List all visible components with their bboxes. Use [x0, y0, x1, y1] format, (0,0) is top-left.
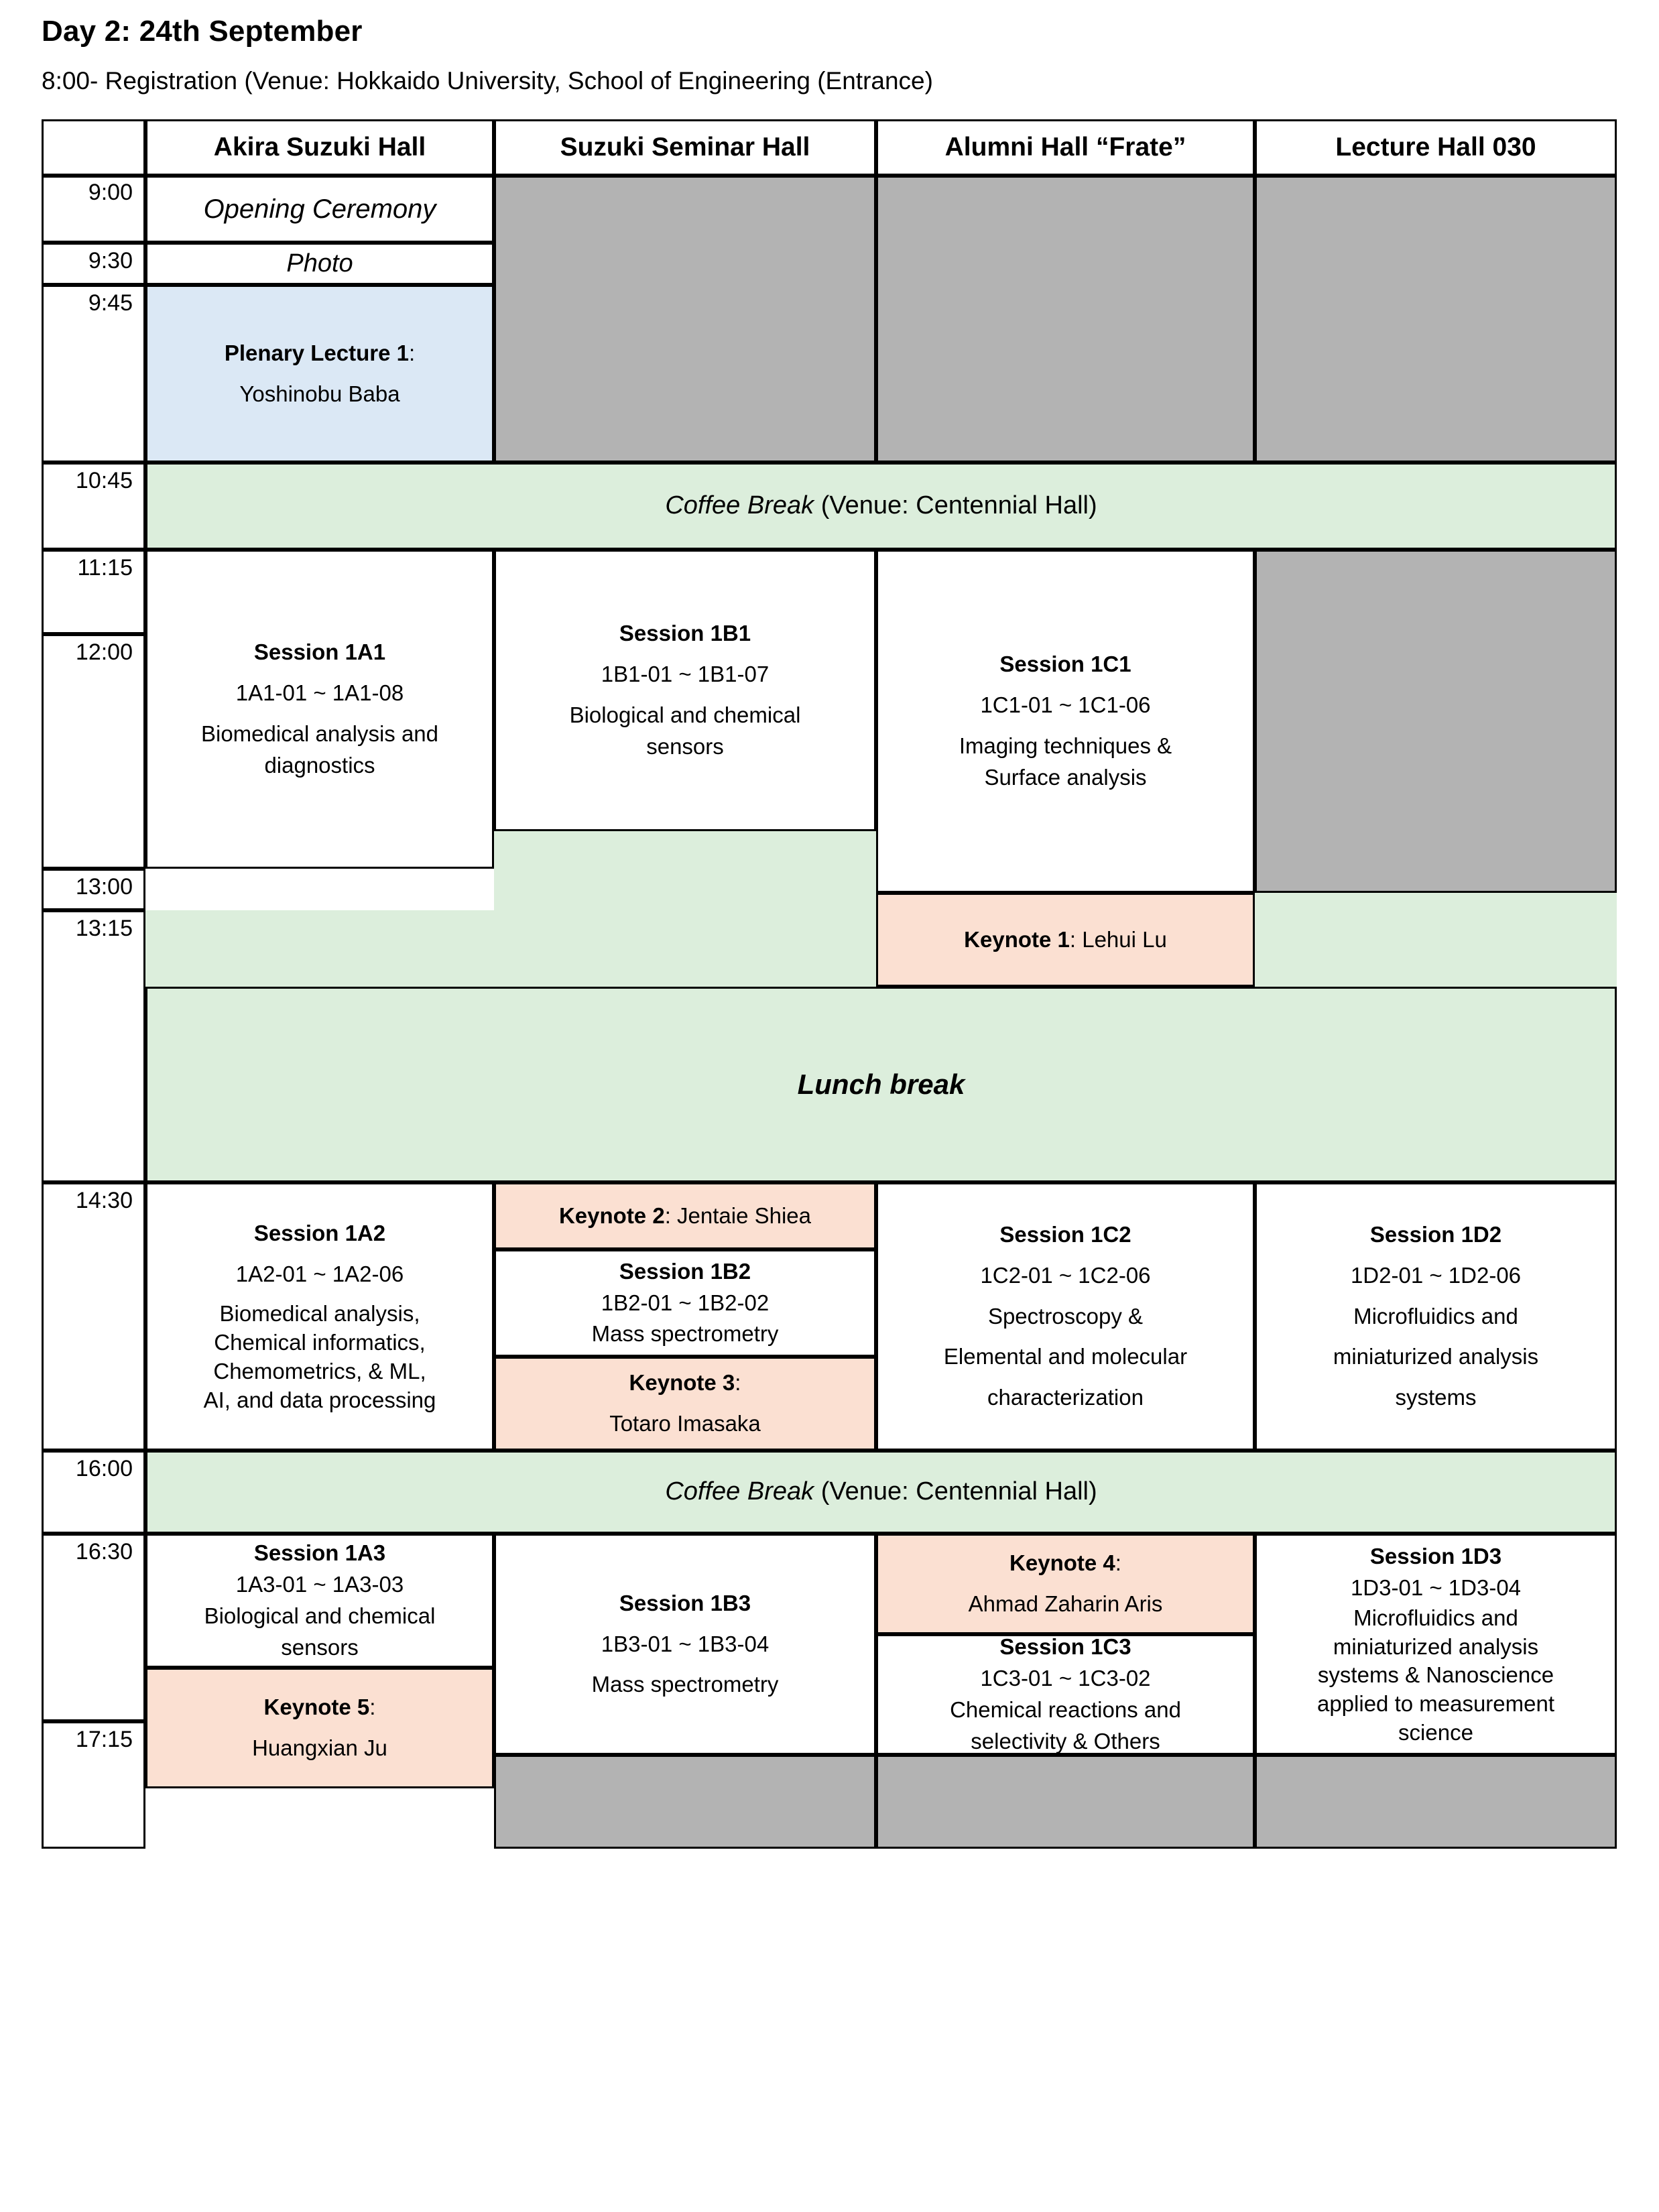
session-topic: Chemical informatics, [214, 1329, 426, 1355]
session-codes: 1C2-01 ~ 1C2-06 [980, 1262, 1151, 1288]
empty-block-alumni-morning [876, 176, 1255, 463]
plenary-title-line [153, 338, 487, 369]
session-topic: sensors [281, 1634, 359, 1660]
keynote-label: Keynote 4 [1009, 1550, 1115, 1576]
column-header-label: Akira Suzuki Hall [213, 133, 426, 162]
event-coffee-break-1 [145, 463, 1617, 550]
session-topic: Chemical reactions and [950, 1697, 1181, 1722]
session-topic: characterization [987, 1385, 1144, 1410]
session-topic: Imaging techniques & [959, 733, 1172, 758]
coffee-break-line [153, 488, 1609, 524]
event-session-1d2 [1255, 1182, 1617, 1451]
time-label-1600: 16:00 [75, 1456, 133, 1481]
lunch-strip-suzuki [494, 831, 876, 987]
session-topic: Mass spectrometry [591, 1672, 779, 1697]
event-session-1a2 [145, 1182, 494, 1451]
time-label-0900: 9:00 [88, 180, 133, 205]
coffee-break-label: Coffee Break [665, 1477, 814, 1506]
session-codes: 1B2-01 ~ 1B2-02 [601, 1290, 770, 1315]
keynote-line [501, 1367, 869, 1399]
session-topic: miniaturized analysis [1333, 1344, 1539, 1369]
registration-note: 8:00- Registration (Venue: Hokkaido University, School of Engineering (Entrance) [42, 67, 933, 95]
session-title: Session 1D3 [1369, 1543, 1502, 1569]
event-keynote-5 [145, 1668, 494, 1788]
event-lunch-break [145, 987, 1617, 1182]
event-label: Photo [286, 249, 353, 278]
session-topic: Mass spectrometry [591, 1321, 779, 1347]
time-label-1200: 12:00 [75, 639, 133, 665]
session-topic: Biological and chemical [204, 1603, 436, 1628]
keynote-speaker: : Lehui Lu [1069, 926, 1167, 952]
keynote-speaker: : Jentaie Shiea [664, 1203, 812, 1228]
coffee-break-venue: (Venue: Centennial Hall) [814, 491, 1097, 520]
session-topic: Elemental and molecular [943, 1344, 1188, 1369]
event-keynote-2 [494, 1182, 876, 1249]
session-codes: 1A1-01 ~ 1A1-08 [235, 680, 404, 706]
session-topic: science [1398, 1720, 1473, 1745]
session-topic: Microfluidics and [1353, 1303, 1518, 1329]
keynote-line [883, 924, 1247, 956]
session-codes: 1C3-01 ~ 1C3-02 [980, 1666, 1151, 1691]
session-title: Session 1B2 [619, 1258, 751, 1284]
column-header-suzuki-seminar-hall [494, 119, 876, 176]
session-topic: Chemometrics, & ML, [213, 1358, 426, 1384]
lunch-strip-akira [145, 910, 494, 987]
session-codes: 1A3-01 ~ 1A3-03 [235, 1572, 404, 1597]
column-header-label: Suzuki Seminar Hall [560, 133, 810, 162]
keynote-speaker: Ahmad Zaharin Aris [968, 1591, 1163, 1616]
coffee-break-line [153, 1474, 1609, 1510]
event-session-1c1 [876, 550, 1255, 893]
time-slot-1430-cell [42, 1182, 145, 1451]
session-topic: applied to measurement [1316, 1691, 1555, 1717]
event-keynote-3 [494, 1357, 876, 1451]
keynote-colon: : [369, 1695, 376, 1720]
coffee-break-label: Coffee Break [665, 491, 814, 520]
session-title: Session 1B3 [619, 1590, 751, 1615]
time-label-1045: 10:45 [75, 468, 133, 493]
session-topic: systems [1395, 1385, 1477, 1410]
time-label-1630: 16:30 [75, 1539, 133, 1564]
corner-cell [42, 119, 145, 176]
keynote-speaker: Totaro Imasaka [609, 1411, 761, 1436]
time-label-1715: 17:15 [75, 1727, 133, 1752]
schedule-grid [42, 119, 1617, 2191]
session-topic: miniaturized analysis [1333, 1634, 1539, 1659]
lunch-label: Lunch break [797, 1068, 965, 1101]
column-header-alumni-hall-frate [876, 119, 1255, 176]
session-codes: 1D3-01 ~ 1D3-04 [1350, 1575, 1522, 1600]
keynote-line [501, 1201, 869, 1232]
session-topic: sensors [646, 733, 724, 759]
page-title: Day 2: 24th September [42, 15, 363, 48]
session-topic: Spectroscopy & [987, 1303, 1144, 1329]
empty-block-alumni-evening [876, 1755, 1255, 1849]
keynote-label: Keynote 3 [629, 1370, 735, 1396]
empty-block-lecture-late-morning [1255, 550, 1617, 893]
session-title: Session 1A3 [253, 1540, 386, 1566]
time-label-1300: 13:00 [75, 874, 133, 900]
session-title: Session 1A1 [253, 639, 386, 665]
session-title: Session 1C3 [999, 1634, 1131, 1660]
event-session-1b2 [494, 1249, 876, 1357]
keynote-colon: : [735, 1370, 741, 1396]
time-label-0930: 9:30 [88, 248, 133, 273]
event-session-1d3 [1255, 1534, 1617, 1755]
session-codes: 1C1-01 ~ 1C1-06 [980, 692, 1151, 718]
column-header-lecture-hall-030 [1255, 119, 1617, 176]
lunch-strip-lecture [1255, 893, 1617, 987]
event-keynote-1 [876, 893, 1255, 987]
empty-block-lecture-morning [1255, 176, 1617, 463]
session-codes: 1D2-01 ~ 1D2-06 [1350, 1262, 1522, 1288]
session-topic: Biomedical analysis and [200, 721, 439, 746]
time-slot-1200-cell [42, 634, 145, 869]
plenary-colon: : [408, 340, 416, 365]
session-title: Session 1C2 [999, 1221, 1131, 1247]
event-session-1a3 [145, 1534, 494, 1668]
column-header-akira-suzuki-hall [145, 119, 494, 176]
session-title: Session 1D2 [1369, 1221, 1502, 1247]
session-topic: Surface analysis [984, 764, 1147, 790]
event-coffee-break-2 [145, 1451, 1617, 1534]
time-label-1315: 13:15 [75, 916, 133, 941]
session-codes: 1B1-01 ~ 1B1-07 [601, 662, 770, 687]
session-codes: 1B3-01 ~ 1B3-04 [601, 1631, 770, 1656]
column-header-label: Lecture Hall 030 [1335, 133, 1536, 162]
session-title: Session 1C1 [999, 652, 1131, 677]
empty-block-suzuki-evening [494, 1755, 876, 1849]
event-session-1c3 [876, 1634, 1255, 1755]
event-photo [145, 243, 494, 285]
keynote-label: Keynote 5 [263, 1695, 370, 1720]
session-topic: selectivity & Others [971, 1728, 1160, 1754]
event-session-1a1 [145, 550, 494, 869]
session-topic: Biomedical analysis, [219, 1301, 420, 1327]
event-plenary-lecture-1 [145, 285, 494, 463]
keynote-speaker: Huangxian Ju [252, 1735, 387, 1760]
time-label-0945: 9:45 [88, 290, 133, 316]
keynote-colon: : [1115, 1550, 1121, 1576]
keynote-label: Keynote 1 [964, 926, 1070, 952]
session-title: Session 1B1 [619, 621, 751, 646]
event-session-1b3 [494, 1534, 876, 1755]
time-slot-1315-cell [42, 910, 145, 1182]
event-keynote-4 [876, 1534, 1255, 1634]
empty-block-suzuki-morning [494, 176, 876, 463]
session-topic: diagnostics [264, 752, 375, 778]
event-session-1c2 [876, 1182, 1255, 1451]
plenary-speaker: Yoshinobu Baba [239, 381, 400, 406]
session-topic: AI, and data processing [203, 1387, 436, 1412]
time-label-1115: 11:15 [77, 555, 133, 580]
session-topic: systems & Nanoscience [1317, 1662, 1554, 1688]
keynote-line [153, 1692, 487, 1723]
session-topic: Microfluidics and [1353, 1605, 1518, 1630]
session-codes: 1A2-01 ~ 1A2-06 [235, 1262, 404, 1287]
column-header-label: Alumni Hall “Frate” [944, 133, 1186, 162]
keynote-label: Keynote 2 [558, 1203, 665, 1228]
event-session-1b1 [494, 550, 876, 831]
keynote-line [883, 1548, 1247, 1579]
coffee-break-venue: (Venue: Centennial Hall) [814, 1477, 1097, 1506]
session-title: Session 1A2 [253, 1221, 386, 1246]
time-label-1430: 14:30 [75, 1188, 133, 1213]
grid-left-edge [42, 176, 44, 1849]
plenary-title: Plenary Lecture 1 [224, 340, 409, 365]
session-topic: Biological and chemical [569, 702, 801, 727]
event-opening-ceremony [145, 176, 494, 243]
empty-block-lecture-evening [1255, 1755, 1617, 1849]
time-column-divider [143, 176, 145, 1849]
event-label: Opening Ceremony [203, 194, 436, 224]
